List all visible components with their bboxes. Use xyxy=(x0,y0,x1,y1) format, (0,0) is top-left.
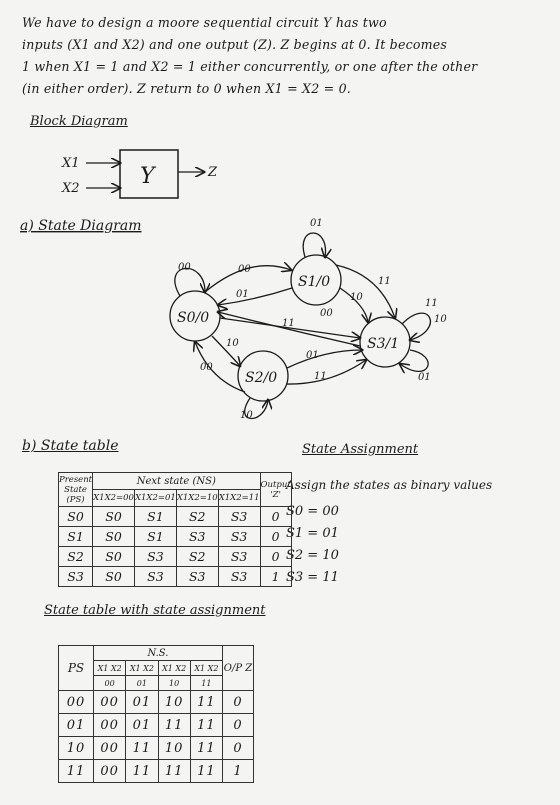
edge-label: 01 xyxy=(310,218,323,229)
assigned-table-heading: State table with state assignment xyxy=(44,603,266,618)
cell: S1 xyxy=(134,507,176,527)
problem-line: inputs (X1 and X2) and one output (Z). Z begins at 0. It becomes xyxy=(22,37,448,52)
block-diagram-heading: Block Diagram xyxy=(30,114,128,129)
cell: S3 xyxy=(134,567,176,587)
subheader: X1X2=01 xyxy=(134,490,176,507)
edge-s2-s3-a xyxy=(287,350,362,368)
table-row xyxy=(59,737,254,760)
cell: 11 xyxy=(158,714,190,737)
assigned-state-table xyxy=(58,645,254,783)
cell: 00 xyxy=(94,760,126,783)
input-x2-label: X2 xyxy=(62,181,80,196)
cell: S3 xyxy=(176,567,218,587)
state-table-heading: b) State table xyxy=(22,438,119,454)
cell: S0 xyxy=(59,507,93,527)
edge-label: 11 xyxy=(314,371,327,382)
cell: 01 xyxy=(59,714,94,737)
edge-label: 00 xyxy=(200,362,213,373)
edge-label: 00 xyxy=(178,262,191,273)
loop-s1 xyxy=(303,233,325,257)
cell: S0 xyxy=(93,567,135,587)
cell: S3 xyxy=(134,547,176,567)
cell: S3 xyxy=(59,567,93,587)
edge-label: 00 xyxy=(320,308,333,319)
edge-label: 01 xyxy=(418,372,431,383)
header-ns: N.S. xyxy=(94,646,223,661)
cell: 10 xyxy=(158,691,190,714)
edge-label: 10 xyxy=(226,338,239,349)
state-assignment-heading: State Assignment xyxy=(302,442,419,457)
header-next-state: Next state (NS) xyxy=(93,473,260,490)
subheader: X1X2=00 xyxy=(93,490,135,507)
subheader-top: X1 X2 xyxy=(126,661,158,676)
edge-label: 01 xyxy=(236,289,249,300)
input-x1-label: X1 xyxy=(62,156,80,171)
edge-label: 10 xyxy=(434,314,447,325)
state-s1-label: S1/0 xyxy=(298,274,331,290)
cell: 11 xyxy=(190,691,222,714)
cell: S2 xyxy=(176,547,218,567)
cell: S0 xyxy=(93,507,135,527)
cell: 0 xyxy=(223,714,254,737)
edge-s1-s0 xyxy=(218,288,292,305)
cell: 11 xyxy=(158,760,190,783)
loop-s3-a xyxy=(402,313,430,340)
cell: 11 xyxy=(126,737,158,760)
cell: 00 xyxy=(94,737,126,760)
cell: S1 xyxy=(134,527,176,547)
state-s2-label: S2/0 xyxy=(245,370,278,386)
edge-label: 10 xyxy=(240,410,253,421)
subheader-top: X1 X2 xyxy=(94,661,126,676)
problem-line: (in either order). Z return to 0 when X1 = X2 = 0. xyxy=(22,81,351,96)
cell: 0 xyxy=(223,737,254,760)
state-diagram-heading: a) State Diagram xyxy=(20,218,142,234)
table-row xyxy=(59,547,292,567)
table-row xyxy=(59,691,254,714)
subheader-top: X1 X2 xyxy=(158,661,190,676)
edge-label: 11 xyxy=(282,318,295,329)
cell: 0 xyxy=(223,691,254,714)
header-present-state: Present State (PS) xyxy=(59,474,93,505)
assignment-intro: Assign the states as binary values xyxy=(286,478,493,492)
subheader-bottom: 10 xyxy=(158,676,190,691)
state-assignment xyxy=(286,478,546,592)
assignment-line: S0 = 00 xyxy=(286,504,339,519)
problem-line: 1 when X1 = 1 and X2 = 1 either concurrently, or one after the other xyxy=(22,59,478,74)
cell: 0 xyxy=(260,527,291,547)
edge-label: 10 xyxy=(350,292,363,303)
edge-label: 00 xyxy=(238,264,251,275)
table-row xyxy=(59,760,254,783)
cell: 1 xyxy=(223,760,254,783)
cell: S0 xyxy=(93,527,135,547)
subheader-bottom: 00 xyxy=(94,676,126,691)
cell: 11 xyxy=(190,714,222,737)
cell: 11 xyxy=(126,760,158,783)
edge-label: 11 xyxy=(425,298,438,309)
loop-s3-b xyxy=(400,350,428,371)
cell: S2 xyxy=(59,547,93,567)
table-row xyxy=(59,714,254,737)
header-op: O/P Z xyxy=(223,646,254,691)
cell: 10 xyxy=(59,737,94,760)
cell: S1 xyxy=(59,527,93,547)
edge-label: 01 xyxy=(306,350,319,361)
cell: S3 xyxy=(218,507,260,527)
output-z-label: Z xyxy=(208,165,218,180)
state-table xyxy=(58,472,292,587)
assignment-line: S1 = 01 xyxy=(286,526,339,541)
header-ps: PS xyxy=(59,646,94,691)
edge-label: 11 xyxy=(378,276,391,287)
state-s3-label: S3/1 xyxy=(367,336,400,352)
problem-line: We have to design a moore sequential circuit Y has two xyxy=(22,15,387,30)
cell: S0 xyxy=(93,547,135,567)
block-diagram xyxy=(61,150,218,198)
cell: S3 xyxy=(218,547,260,567)
cell: 11 xyxy=(190,760,222,783)
cell: S3 xyxy=(218,567,260,587)
table-row xyxy=(59,567,292,587)
subheader-top: X1 X2 xyxy=(190,661,222,676)
assignment-line: S2 = 10 xyxy=(286,548,339,563)
table-row xyxy=(59,527,292,547)
subheader: X1X2=10 xyxy=(176,490,218,507)
cell: 1 xyxy=(260,567,291,587)
cell: 10 xyxy=(158,737,190,760)
cell: 00 xyxy=(94,714,126,737)
state-s0-label: S0/0 xyxy=(177,310,210,326)
cell: 00 xyxy=(59,691,94,714)
cell: 00 xyxy=(94,691,126,714)
cell: 01 xyxy=(126,714,158,737)
header-output: Output 'Z' xyxy=(260,473,291,507)
table-row xyxy=(59,507,292,527)
block-label: Y xyxy=(140,164,155,189)
subheader-bottom: 11 xyxy=(190,676,222,691)
cell: S2 xyxy=(176,507,218,527)
cell: 0 xyxy=(260,547,291,567)
cell: 01 xyxy=(126,691,158,714)
cell: S3 xyxy=(176,527,218,547)
assignment-line: S3 = 11 xyxy=(286,570,339,585)
subheader-bottom: 01 xyxy=(126,676,158,691)
cell: 11 xyxy=(190,737,222,760)
subheader: X1X2=11 xyxy=(218,490,260,507)
cell: S3 xyxy=(218,527,260,547)
cell: 11 xyxy=(59,760,94,783)
cell: 0 xyxy=(260,507,291,527)
